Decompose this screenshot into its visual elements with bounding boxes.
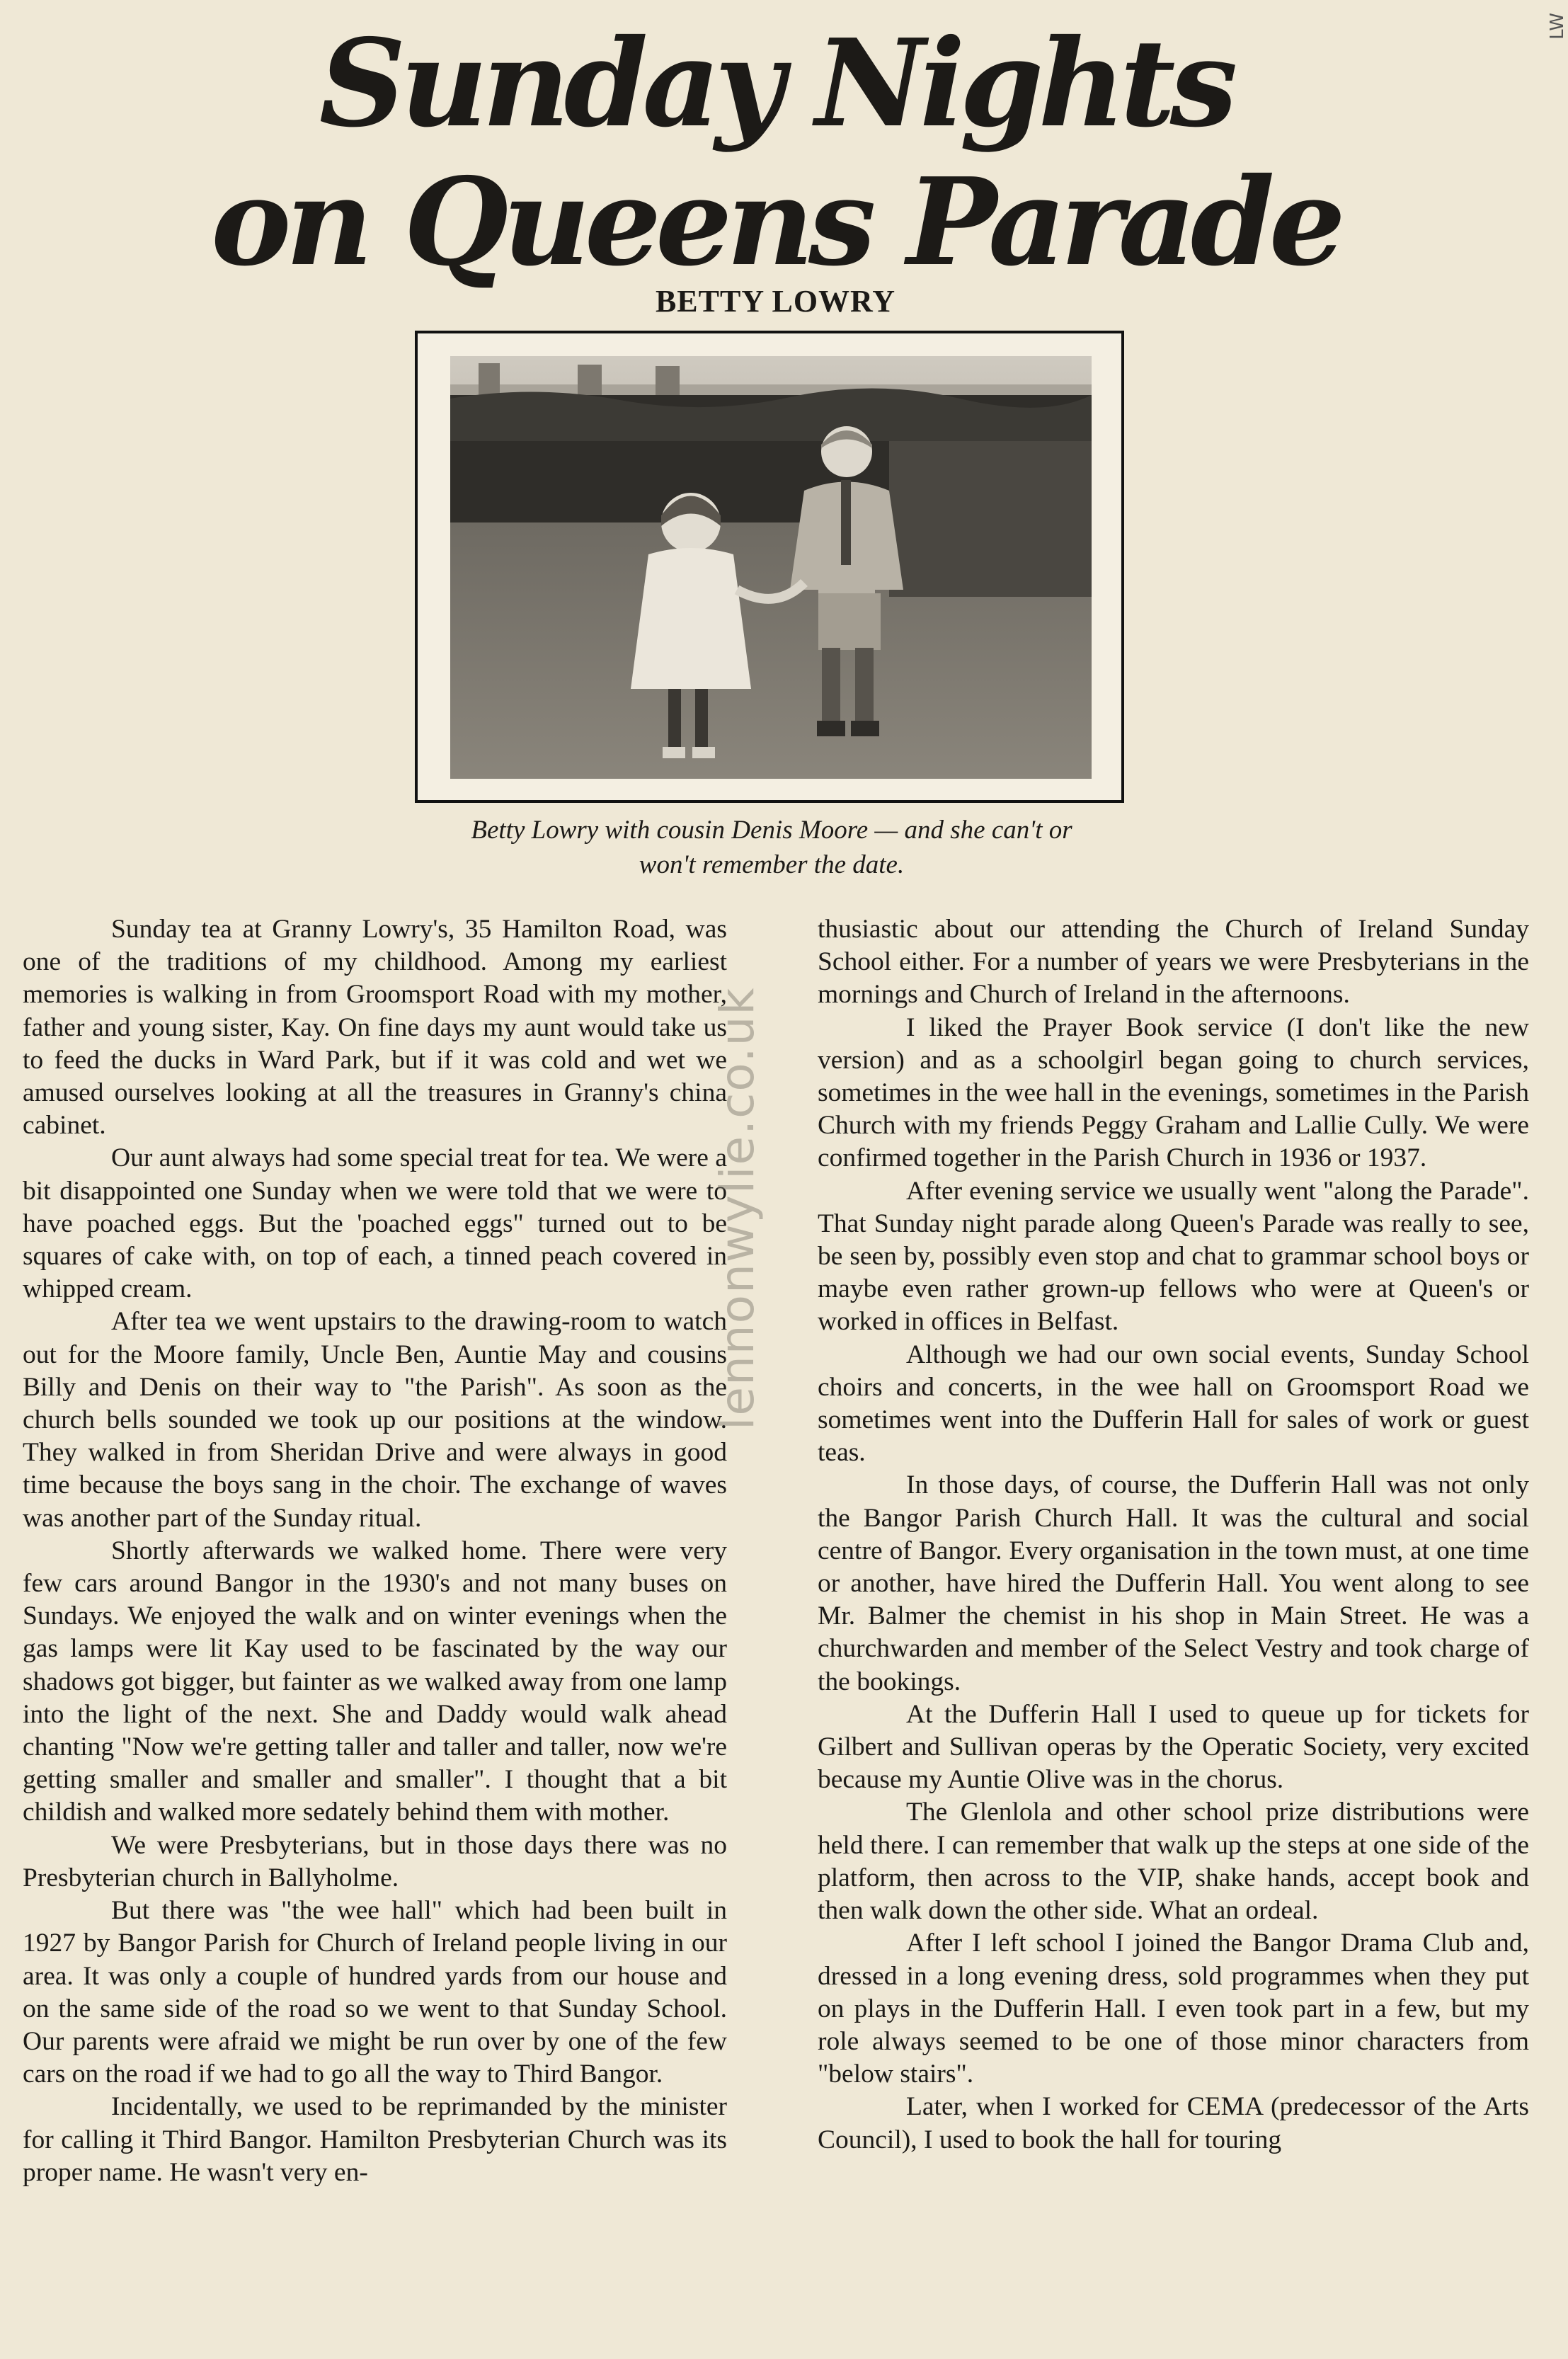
article-title — [0, 14, 1551, 292]
title-line-2: on Queens Parade — [211, 152, 1340, 293]
photograph-image — [450, 356, 1092, 779]
paragraph: Our aunt always had some special treat for tea. We were a bit disappointed one Sunday when we were told that we were to have poached eggs. But the 'poached eggs" turned out to be squares of cake with, on top of each, a tinned peach covered in whipped cream. — [23, 1143, 727, 1304]
left-column — [23, 913, 727, 2189]
caption-line-2: won't remember the date. — [639, 850, 905, 879]
paragraph: We were Presbyterians, but in those days there was no Presbyterian church in Ballyholme. — [23, 1830, 727, 1892]
photo-caption — [382, 813, 1161, 882]
watermark: lennonwylie.co.uk — [710, 986, 765, 1430]
edge-mark: LW — [1547, 13, 1568, 40]
paragraph: Sunday tea at Granny Lowry's, 35 Hamilton Road, was one of the traditions of my childhood. Among my earliest memories is walking in from Groomsport Road with my mother, father and young sister, Kay. On fine days my aunt would take us to feed the ducks in Ward Park, but if it was cold and wet we amused ourselves looking at all the treasures in Granny's china cabinet. — [23, 915, 727, 1141]
paragraph: Shortly afterwards we walked home. There were very few cars around Bangor in the 1930's and not many buses on Sundays. We enjoyed the walk and on winter evenings when the gas lamps were lit Kay used to be fascinated by the way our shadows got bigger, but fainter as we walked away from one lamp into the light of the next. She and Daddy would walk ahead chanting "Now we're getting taller and taller and taller, now we're getting smaller and smaller and smaller". I thought that a bit childish and walked more sedately behind them with mother. — [23, 1536, 727, 1827]
paragraph: After I left school I joined the Bangor Drama Club and, dressed in a long evening dress, sold programmes when they put on plays in the Dufferin Hall. I even took part in a few, but my role always seemed to be one of those minor characters from "below stairs". — [818, 1929, 1529, 2089]
title-line-1: Sunday Nights — [319, 13, 1232, 154]
paragraph: Incidentally, we used to be reprimanded by the minister for calling it Third Bangor. Hamilton Presbyterian Church was its proper name. He wasn't very en- — [23, 2092, 727, 2187]
photograph — [450, 356, 1092, 779]
caption-line-1: Betty Lowry with cousin Denis Moore — and she can't or — [471, 816, 1072, 845]
paragraph: At the Dufferin Hall I used to queue up for tickets for Gilbert and Sullivan operas by the Operatic Society, very excited because my Auntie Olive was in the chorus. — [818, 1699, 1529, 1795]
paragraph: But there was "the wee hall" which had been built in 1927 by Bangor Parish for Church of Ireland people living in our area. It was only a couple of hundred yards from our house and on the same side of the road so we went to that Sunday School. Our parents were afraid we might be run over by one of the few cars on the road if we had to go all the way to Third Bangor. — [23, 1896, 727, 2089]
paragraph: After evening service we usually went "along the Parade". That Sunday night parade along Queen's Parade was really to see, be seen by, possibly even stop and chat to grammar school boys or maybe even rather grown-up fellows who were at Queen's or worked in offices in Belfast. — [818, 1176, 1529, 1337]
paragraph: Later, when I worked for CEMA (predecessor of the Arts Council), I used to book the hall for touring — [818, 2092, 1529, 2154]
byline: BETTY LOWRY — [655, 284, 896, 319]
paragraph: I liked the Prayer Book service (I don't like the new version) and as a schoolgirl began going to church services, sometimes in the wee hall in the evenings, sometimes in the Parish Church with my friends Peggy Graham and Lallie Cully. We were confirmed together in the Parish Church in 1936 or 1937. — [818, 1012, 1529, 1173]
photo-frame — [415, 331, 1124, 803]
paragraph: In those days, of course, the Dufferin Hall was not only the Bangor Parish Church Hall. It was the cultural and social centre of Bangor. Every organisation in the town must, at one time or another, have hired the Dufferin Hall. You went along to see Mr. Balmer the chemist in his shop in Main Street. He was a churchwarden and member of the Select Vestry and took charge of the bookings. — [818, 1470, 1529, 1696]
paragraph-continued: thusiastic about our attending the Church of Ireland Sunday School either. For a number of years we were Presbyterians in the mornings and Church of Ireland in the afternoons. — [818, 915, 1529, 1010]
right-column — [818, 913, 1529, 2157]
paragraph: The Glenlola and other school prize distributions were held there. I can remember that walk up the steps at one side of the platform, then across to the VIP, shake hands, accept book and then walk down the other side. What an ordeal. — [818, 1798, 1529, 1926]
paragraph: Although we had our own social events, Sunday School choirs and concerts, in the wee hall on Groomsport Road we sometimes went into the Dufferin Hall for sales of work or guest teas. — [818, 1340, 1529, 1468]
paragraph: After tea we went upstairs to the drawing-room to watch out for the Moore family, Uncle Ben, Auntie May and cousins Billy and Denis on their way to "the Parish". As soon as the church bells sounded we took up our positions at the window. They walked in from Sheridan Drive and were always in good time because the boys sang in the choir. The exchange of waves was another part of the Sunday ritual. — [23, 1307, 727, 1533]
